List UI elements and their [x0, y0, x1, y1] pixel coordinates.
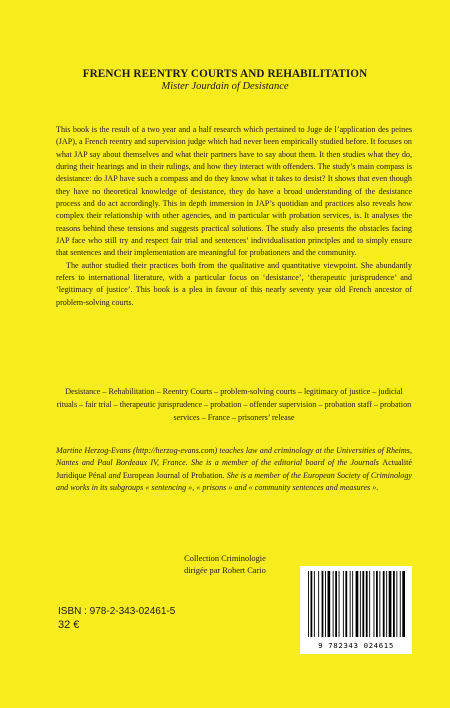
collection-director: dirigée par Robert Cario — [184, 565, 266, 575]
abstract — [56, 124, 412, 309]
barcode-digits: 9 782343 024615 — [318, 641, 394, 650]
abstract-paragraph: This book is the result of a two year and a half research which pertained to Juge de l’application des peines (JAP), a French reentry and supervision judge which had never been empirically studied before. It focuses on what JAP say about themselves and what their partners have to say about them. It then studies what they do, during their hearings and in their rulings, and how they interact with offenders. The study’s main compass is desistance: do JAP have such a compass and do they know what it takes to desist? It shows that even though they have no theoretical knowledge of desistance, they do have a broad understanding of the desistance process and do act accordingly. This in depth immersion in JAP’s quotidian and practices also reveals how complex their relationship with other agencies, and in particular with probation services, is. It analyses the reasons behind these tensions and suggests practical solutions. The study also presents the obstacles facing JAP face who still try and respect fair trial and sentences’ individualisation principles and to simply ensure that sentences and their implementation are meaningful for probationers and the community. — [56, 125, 412, 258]
bio-text: and — [106, 470, 123, 480]
barcode-bars — [306, 571, 406, 639]
abstract-paragraph: The author studied their practices both from the qualitative and quantitative viewpoint. She abundantly refers to international literature, with a particular focus on ‘desistance’, ‘therapeutic jurisprudence’ and ‘legitimacy of justice’. This book is a plea in favour of this nearly seventy year old French ancestor of problem-solving courts. — [56, 260, 412, 307]
barcode — [300, 566, 412, 654]
keywords: Desistance – Rehabilitation – Reentry Courts – problem-solving courts – legitimacy of justice – judicial rituals – fair trial – therapeutic jurisprudence – probation – offender supervision – probation staff – probation services – France – prisoners’ release — [56, 387, 412, 422]
journal-name: European Journal of Probation — [122, 470, 223, 480]
author-bio — [56, 445, 412, 495]
price: 32 € — [58, 619, 80, 631]
bio-text: . She is a member of the European Society of Criminology and works in its subgroups « sentencing », « prisons » and « community sentences and measures ». — [56, 470, 412, 493]
isbn: ISBN : 978-2-343-02461-5 — [58, 606, 176, 617]
collection-name: Collection Criminologie — [184, 554, 266, 563]
journal-name: Actualité Juridique Pénal — [56, 458, 412, 480]
bio-text: Martine Herzog-Evans (http://herzog-evans.com) teaches law and criminology at the Universities of Rheims, Nantes and Paul Bordeaux IV, France. She is a member of the editorial board of the Journals — [56, 446, 412, 468]
book-title: FRENCH REENTRY COURTS AND REHABILITATION — [82, 68, 368, 80]
book-subtitle: Mister Jourdain of Desistance — [161, 81, 289, 92]
